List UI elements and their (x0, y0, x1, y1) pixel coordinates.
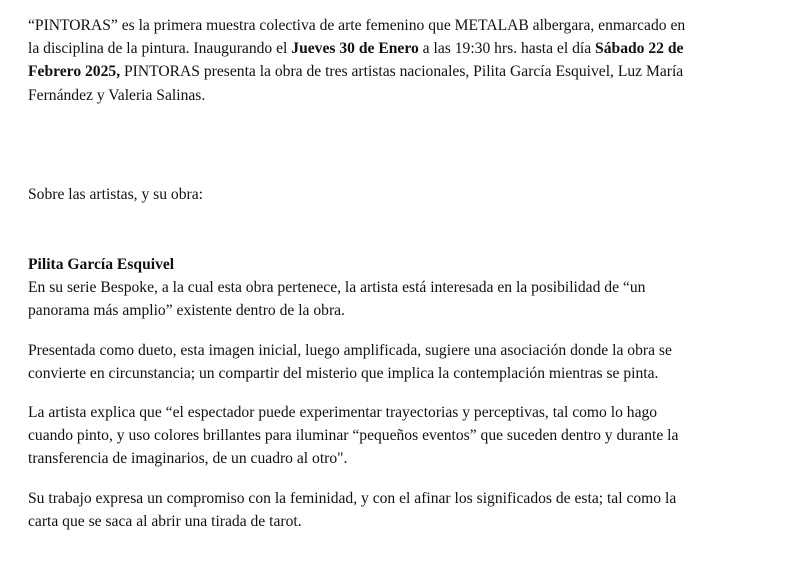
paragraph-line: carta que se saca al abrir una tirada de tarot. (28, 512, 302, 530)
paragraph-line: Presentada como dueto, esta imagen inicial, luego amplificada, sugiere una asociación donde la obra se (28, 341, 672, 359)
paragraph-line: cuando pinto, y uso colores brillantes para iluminar “pequeños eventos” que suceden dentro y durante la (28, 427, 679, 445)
paragraph-line: En su serie Bespoke, a la cual esta obra pertenece, la artista está interesada en la posibilidad de “un (28, 279, 646, 297)
paragraph-line: transferencia de imaginarios, de un cuadro al otro". (28, 450, 348, 468)
paragraph-line: Su trabajo expresa un compromiso con la feminidad, y con el afinar los significados de esta; tal como la (28, 489, 677, 507)
artist-paragraph-1 (28, 276, 798, 322)
artist-name: Pilita García Esquivel (28, 256, 175, 274)
intro-text: PINTORAS presenta la obra de tres artistas nacionales, Pilita García Esquivel, Luz María (120, 63, 684, 81)
intro-text: la disciplina de la pintura. Inaugurando el (28, 40, 292, 58)
artist-paragraph-2 (28, 339, 798, 385)
paragraph-line: La artista explica que “el espectador puede experimentar trayectorias y perceptivas, tal como lo hago (28, 404, 658, 422)
section-heading: Sobre las artistas, y su obra: (28, 185, 203, 203)
intro-paragraph (28, 14, 798, 107)
intro-line-4: Fernández y Valeria Salinas. (28, 86, 206, 104)
document-body (28, 14, 798, 533)
closing-date-part-1: Sábado 22 de (595, 40, 684, 58)
paragraph-line: convierte en circunstancia; un compartir del misterio que implica la contemplación mientras se pinta. (28, 364, 659, 382)
opening-date: Jueves 30 de Enero (291, 40, 419, 58)
intro-line-2 (28, 37, 798, 60)
paragraph-line: panorama más amplio” existente dentro de la obra. (28, 302, 345, 320)
intro-line-3 (28, 60, 798, 83)
intro-text: a las 19:30 hrs. hasta el día (418, 40, 596, 58)
closing-date-part-2: Febrero 2025, (28, 63, 121, 81)
artist-paragraph-4 (28, 487, 798, 533)
artist-paragraph-3 (28, 401, 798, 471)
intro-line-1: “PINTORAS” es la primera muestra colectiva de arte femenino que METALAB albergara, enmarcado en (28, 17, 686, 34)
